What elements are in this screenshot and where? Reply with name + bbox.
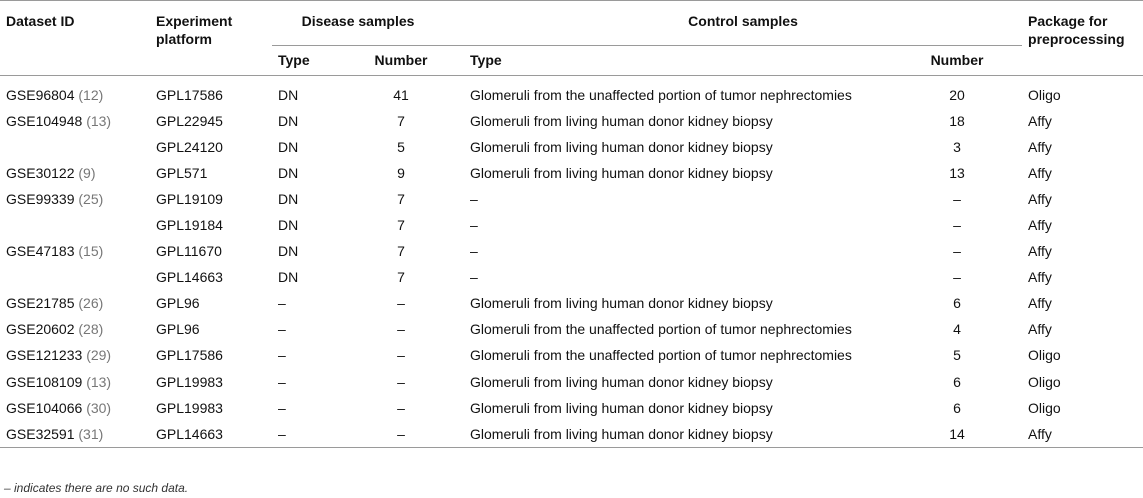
citation-ref[interactable]: (26) [78,295,104,312]
cell-control-number: – [953,217,961,234]
cell-disease-type: – [272,421,358,448]
header-control-samples: Control samples [444,0,1022,45]
cell-package: Affy [1028,138,1052,155]
cell-disease-type: – [278,295,286,312]
table-row [0,108,1143,134]
cell-control-number: 6 [953,295,961,312]
cell-disease-type: – [278,399,286,416]
citation-ref[interactable]: (13) [86,112,112,129]
cell-disease-number: 7 [397,217,405,234]
citation-ref[interactable]: (31) [78,425,104,442]
cell-package: Affy [1028,164,1052,181]
table-footnote: – indicates there are no such data. [4,481,189,495]
cell-disease-number: 7 [397,190,405,207]
cell-control-type: Glomeruli from living human donor kidney biopsy [470,295,773,312]
cell-platform: GPL571 [156,164,208,181]
cell-control-type: Glomeruli from the unaffected portion of tumor nephrectomies [470,347,852,364]
cell-disease-number: – [397,347,405,364]
cell-dataset-id [0,186,150,212]
header-control-number: Number [892,45,1022,75]
table-row [0,369,1143,395]
table-row [0,316,1143,342]
cell-dataset-id [0,75,150,108]
cell-dataset-id [0,395,150,421]
cell-dataset-id [0,369,150,395]
cell-disease-type: DN [278,269,299,286]
cell-disease-number: 7 [397,269,405,286]
cell-control-type: – [470,243,478,260]
table-row [0,212,1143,238]
cell-disease-number: 41 [393,86,409,103]
cell-control-number: – [953,190,961,207]
cell-disease-number: 9 [397,164,405,181]
cell-disease-type: DN [278,164,299,181]
cell-disease-number: 7 [397,243,405,260]
cell-disease-number: – [397,373,405,390]
cell-control-number: 6 [953,373,961,390]
cell-control-type: Glomeruli from living human donor kidney biopsy [444,421,892,448]
cell-disease-number: 7 [397,112,405,129]
table-row [0,134,1143,160]
table-row [0,264,1143,290]
cell-disease-number: – [397,321,405,338]
table-row [0,421,1143,448]
cell-disease-number: – [397,399,405,416]
cell-disease-type: – [278,373,286,390]
dataset-id: GSE108109 [6,373,83,390]
header-experiment-platform: Experiment platform [150,0,272,75]
cell-disease-type: DN [278,243,299,260]
cell-disease-number: 5 [397,138,405,155]
cell-control-number: 6 [953,399,961,416]
cell-control-type: – [470,190,478,207]
cell-control-number: 14 [892,421,1022,448]
cell-package: Oligo [1028,347,1061,364]
cell-package: Affy [1028,112,1052,129]
header-disease-type: Type [272,45,358,75]
cell-platform: GPL17586 [156,347,223,364]
cell-package: Affy [1028,190,1052,207]
cell-control-number: 5 [953,347,961,364]
cell-package: Oligo [1028,373,1061,390]
cell-platform: GPL14663 [150,421,272,448]
cell-platform: GPL14663 [156,269,223,286]
cell-dataset-id [0,134,150,160]
citation-ref[interactable]: (29) [86,347,112,364]
cell-dataset-id [0,290,150,316]
cell-disease-type: DN [278,190,299,207]
cell-platform: GPL19983 [156,399,223,416]
cell-control-type: Glomeruli from living human donor kidney biopsy [470,164,773,181]
cell-platform: GPL96 [156,321,200,338]
cell-control-type: Glomeruli from living human donor kidney biopsy [470,112,773,129]
cell-disease-number: – [397,295,405,312]
dataset-id: GSE121233 [6,347,83,364]
table-row [0,238,1143,264]
table-row [0,290,1143,316]
cell-control-type: Glomeruli from the unaffected portion of tumor nephrectomies [470,321,852,338]
cell-platform: GPL19184 [156,217,223,234]
header-disease-number: Number [358,45,444,75]
cell-disease-type: DN [278,138,299,155]
table-row [0,342,1143,368]
citation-ref[interactable]: (15) [78,243,104,260]
cell-platform: GPL24120 [156,138,223,155]
cell-dataset-id [0,108,150,134]
cell-control-type: – [470,217,478,234]
cell-platform: GPL19983 [156,373,223,390]
cell-dataset-id [0,264,150,290]
dataset-id: GSE30122 [6,164,75,181]
cell-disease-type: – [278,321,286,338]
cell-package: Affy [1022,421,1143,448]
cell-dataset-id [0,316,150,342]
cell-dataset-id [0,421,150,448]
cell-platform: GPL19109 [156,190,223,207]
citation-ref[interactable]: (13) [86,373,112,390]
dataset-id: GSE104066 [6,399,83,416]
cell-package: Affy [1028,243,1052,260]
header-control-type: Type [444,45,892,75]
dataset-id: GSE47183 [6,243,75,260]
cell-disease-type: DN [278,86,299,103]
cell-dataset-id [0,160,150,186]
dataset-id: GSE32591 [6,425,75,442]
cell-control-number: 18 [949,112,965,129]
header-package: Package for preprocessing [1022,0,1143,75]
dataset-id: GSE21785 [6,295,75,312]
cell-control-number: – [953,243,961,260]
cell-control-number: 13 [949,164,965,181]
cell-package: Oligo [1028,399,1061,416]
citation-ref[interactable]: (12) [78,86,104,103]
cell-disease-type: DN [278,217,299,234]
cell-control-type: Glomeruli from the unaffected portion of tumor nephrectomies [470,86,852,103]
table-row [0,160,1143,186]
cell-control-number: 3 [953,138,961,155]
cell-control-number: – [953,269,961,286]
header-disease-samples: Disease samples [272,0,444,45]
citation-ref[interactable]: (30) [86,399,112,416]
cell-package: Oligo [1028,86,1061,103]
cell-disease-type: – [278,347,286,364]
table-row [0,75,1143,108]
cell-platform: GPL96 [156,295,200,312]
citation-ref[interactable]: (28) [78,321,104,338]
table-row [0,395,1143,421]
cell-control-number: 4 [953,321,961,338]
header-dataset-id: Dataset ID [0,0,150,75]
cell-control-type: Glomeruli from living human donor kidney biopsy [470,373,773,390]
table-row [0,186,1143,212]
table-body [0,75,1143,447]
cell-package: Affy [1028,217,1052,234]
cell-platform: GPL11670 [156,243,222,260]
dataset-id: GSE99339 [6,190,75,207]
cell-package: Affy [1028,295,1052,312]
cell-control-type: – [470,269,478,286]
cell-control-type: Glomeruli from living human donor kidney biopsy [470,399,773,416]
dataset-id: GSE104948 [6,112,83,129]
cell-platform: GPL17586 [156,86,223,103]
cell-package: Affy [1028,321,1052,338]
cell-disease-type: DN [278,112,299,129]
cell-dataset-id [0,238,150,264]
citation-ref[interactable]: (25) [78,190,104,207]
cell-dataset-id [0,212,150,238]
cell-control-type: Glomeruli from living human donor kidney biopsy [470,138,773,155]
dataset-id: GSE96804 [6,86,75,103]
citation-ref[interactable]: (9) [78,164,96,181]
cell-control-number: 20 [949,86,965,103]
cell-dataset-id [0,342,150,368]
cell-disease-number: – [358,421,444,448]
cell-platform: GPL22945 [156,112,223,129]
cell-package: Affy [1028,269,1052,286]
dataset-id: GSE20602 [6,321,75,338]
